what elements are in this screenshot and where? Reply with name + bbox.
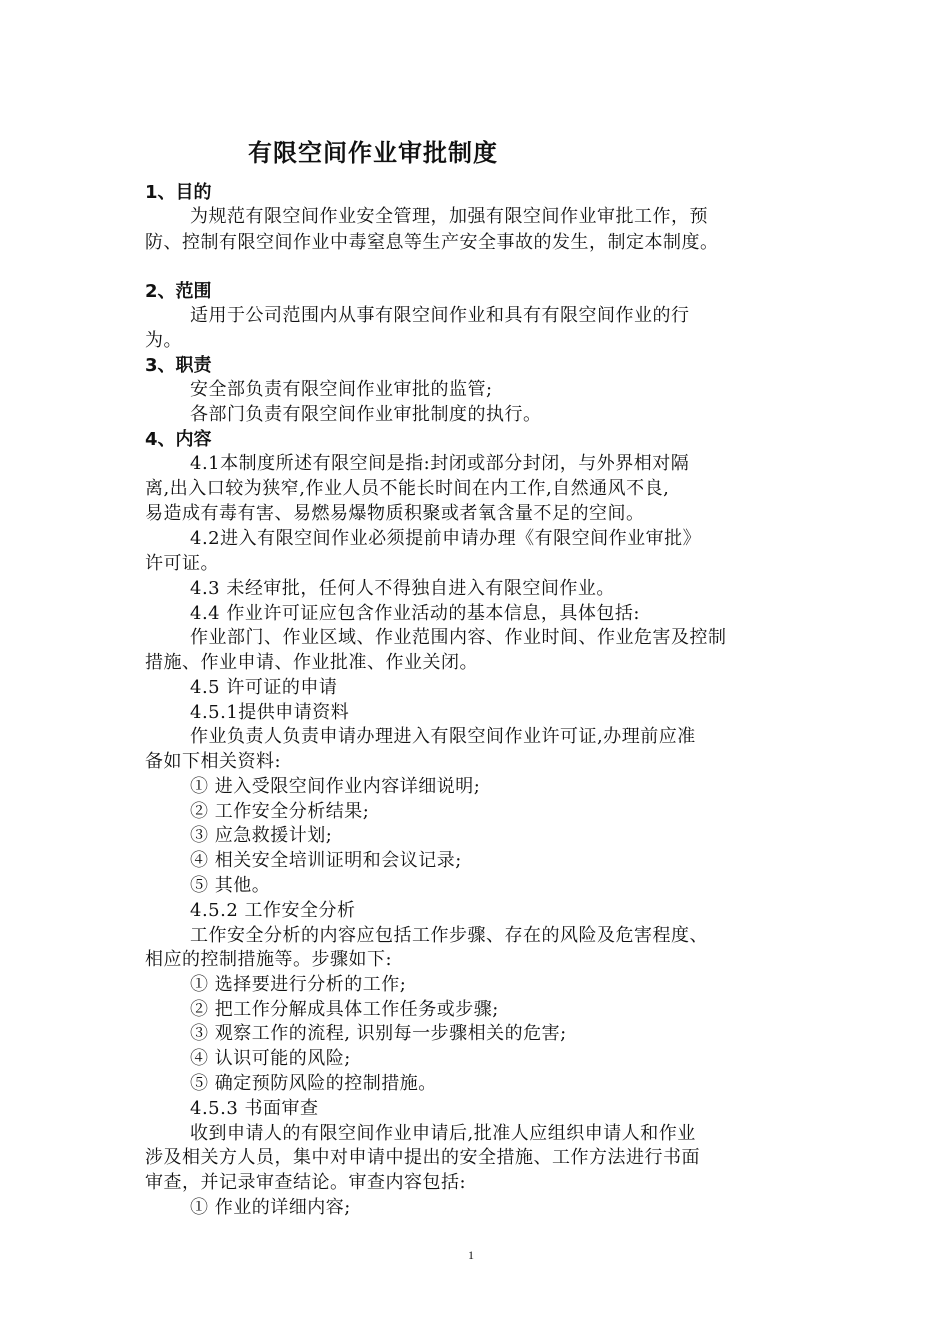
list-item: ③ 应急救援计划; <box>190 825 333 846</box>
section-heading-scope: 2、范围 <box>145 281 212 302</box>
text-line: 4.5.1提供申请资料 <box>190 702 350 723</box>
list-item: ④ 相关安全培训证明和会议记录; <box>190 850 462 871</box>
list-item: ⑤ 其他。 <box>190 875 271 896</box>
page-number: 1 <box>468 1248 474 1262</box>
text-line: 易造成有毒有害、易燃易爆物质积聚或者氧含量不足的空间。 <box>145 503 645 524</box>
text-line: 防、控制有限空间作业中毒窒息等生产安全事故的发生，制定本制度。 <box>145 232 719 253</box>
text-line: 工作安全分析的内容应包括工作步骤、存在的风险及危害程度、 <box>190 925 708 946</box>
text-line: 4.5 许可证的申请 <box>190 677 338 698</box>
list-item: ② 把工作分解成具体工作任务或步骤; <box>190 999 499 1020</box>
text-line: 离,出入口较为狭窄,作业人员不能长时间在内工作,自然通风不良, <box>145 478 670 499</box>
section-heading-content: 4、内容 <box>145 429 212 450</box>
text-line: 许可证。 <box>145 553 219 574</box>
text-line: 涉及相关方人员，集中对申请中提出的安全措施、工作方法进行书面 <box>145 1147 700 1168</box>
text-line: 4.5.2 工作安全分析 <box>190 900 356 921</box>
list-item: ② 工作安全分析结果; <box>190 801 370 822</box>
text-line: 适用于公司范围内从事有限空间作业和具有有限空间作业的行 <box>190 305 690 326</box>
text-line: 收到申请人的有限空间作业申请后,批准人应组织申请人和作业 <box>190 1123 696 1144</box>
text-line: 4.1本制度所述有限空间是指:封闭或部分封闭，与外界相对隔 <box>190 453 690 474</box>
text-line: 为规范有限空间作业安全管理，加强有限空间作业审批工作，预 <box>190 206 708 227</box>
list-item: ⑤ 确定预防风险的控制措施。 <box>190 1073 437 1094</box>
text-line: 为。 <box>145 330 182 351</box>
text-line: 审查，并记录审查结论。审查内容包括: <box>145 1172 467 1193</box>
list-item: ④ 认识可能的风险; <box>190 1048 351 1069</box>
text-line: 措施、作业申请、作业批准、作业关闭。 <box>145 652 478 673</box>
list-item: ① 作业的详细内容; <box>190 1197 351 1218</box>
list-item: ① 进入受限空间作业内容详细说明; <box>190 776 481 797</box>
text-line: 安全部负责有限空间作业审批的监管; <box>190 379 493 400</box>
text-line: 4.2进入有限空间作业必须提前申请办理《有限空间作业审批》 <box>190 528 702 549</box>
text-line: 4.4 作业许可证应包含作业活动的基本信息，具体包括: <box>190 603 640 624</box>
text-line: 各部门负责有限空间作业审批制度的执行。 <box>190 404 542 425</box>
text-line: 4.5.3 书面审查 <box>190 1098 319 1119</box>
text-line: 作业负责人负责申请办理进入有限空间作业许可证,办理前应准 <box>190 726 696 747</box>
document-title: 有限空间作业审批制度 <box>248 139 498 167</box>
text-line: 备如下相关资料: <box>145 751 282 772</box>
section-heading-purpose: 1、目的 <box>145 182 212 203</box>
list-item: ① 选择要进行分析的工作; <box>190 974 407 995</box>
text-line: 4.3 未经审批，任何人不得独自进入有限空间作业。 <box>190 578 615 599</box>
list-item: ③ 观察工作的流程, 识别每一步骤相关的危害; <box>190 1023 567 1044</box>
text-line: 作业部门、作业区域、作业范围内容、作业时间、作业危害及控制 <box>190 627 727 648</box>
section-heading-duties: 3、职责 <box>145 355 212 376</box>
text-line: 相应的控制措施等。步骤如下: <box>145 949 393 970</box>
